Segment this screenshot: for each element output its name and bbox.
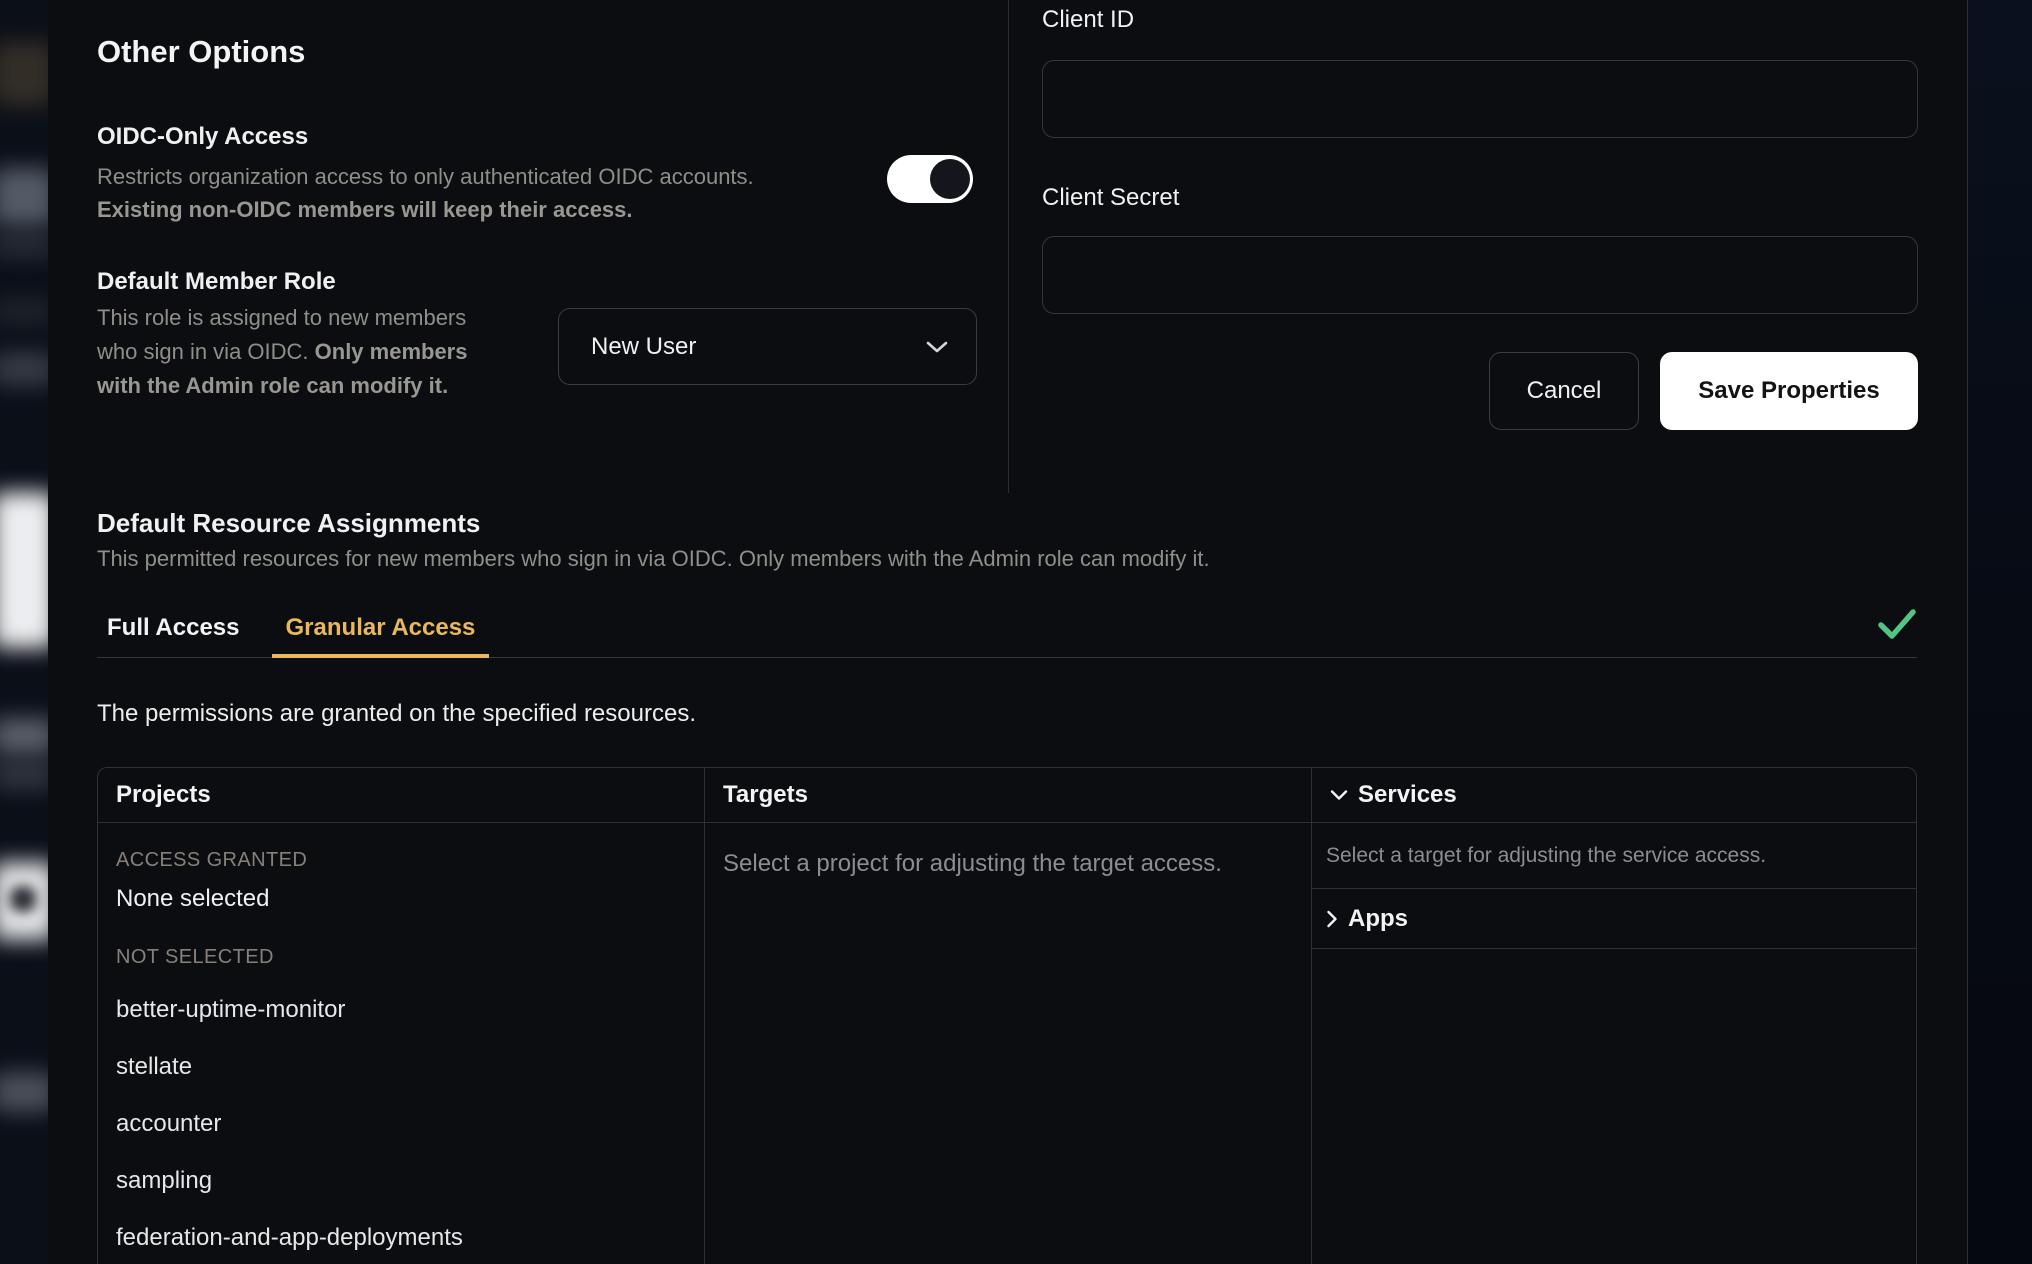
client-id-input[interactable] [1042, 60, 1918, 138]
client-secret-input[interactable] [1042, 236, 1918, 314]
services-column [1312, 768, 1917, 1264]
blurred-blob [10, 886, 36, 912]
background-page-left [0, 0, 48, 1264]
blurred-blob [0, 168, 48, 226]
targets-placeholder: Select a project for adjusting the target access. [723, 850, 1222, 877]
chevron-down-icon [1330, 789, 1348, 801]
oidc-description-normal: Restricts organization access to only authenticated OIDC accounts. [97, 164, 754, 189]
resource-assignments-title: Default Resource Assignments [97, 508, 481, 538]
default-member-role-title: Default Member Role [97, 268, 336, 295]
oidc-description-bold: Existing non-OIDC members will keep their access. [97, 197, 633, 222]
access-tabs [97, 602, 1917, 658]
chevron-right-icon [1326, 910, 1338, 928]
targets-header-label: Targets [723, 781, 808, 808]
targets-column-header [705, 768, 1311, 823]
oidc-settings-panel [48, 0, 1968, 1264]
client-secret-label: Client Secret [1042, 184, 1180, 211]
role-description-bold: Only members with the Admin role can modify it. [97, 339, 468, 398]
project-item[interactable]: federation-and-app-deployments [116, 1224, 463, 1251]
project-item[interactable]: sampling [116, 1167, 213, 1194]
oidc-only-access-description [97, 160, 827, 226]
blurred-blob [0, 352, 48, 386]
projects-column [98, 768, 705, 1264]
blurred-blob [0, 298, 48, 324]
tab-full-access[interactable]: Full Access [107, 614, 240, 641]
default-member-role-select[interactable] [558, 308, 977, 385]
apps-header-label: Apps [1348, 904, 1408, 932]
none-selected-label: None selected [116, 885, 270, 912]
resource-assignments-description [97, 546, 1210, 572]
targets-column [705, 768, 1312, 1264]
background-page-right [1968, 0, 2032, 1264]
resource-table [97, 767, 1917, 1264]
other-options-title: Other Options [97, 34, 306, 69]
blurred-blob [0, 1072, 48, 1112]
services-placeholder: Select a target for adjusting the service access. [1312, 823, 1917, 889]
selected-role-value: New User [591, 332, 697, 360]
role-description-normal: This role is assigned to new members who sign in via OIDC. [97, 305, 467, 364]
services-header-label: Services [1358, 781, 1457, 808]
client-id-label: Client ID [1042, 6, 1135, 33]
check-icon [1876, 606, 1918, 647]
project-item[interactable]: stellate [116, 1053, 193, 1080]
blurred-blob [0, 232, 48, 258]
chevron-down-icon [926, 340, 948, 354]
toggle-knob [930, 159, 970, 199]
blurred-blob [0, 42, 48, 106]
permissions-note: The permissions are granted on the specified resources. [97, 700, 696, 727]
services-section-header[interactable] [1312, 768, 1917, 823]
resource-description-normal: This permitted resources for new members who sign in via OIDC. [97, 546, 739, 571]
not-selected-label: NOT SELECTED [116, 946, 274, 968]
projects-header-label: Projects [116, 781, 211, 808]
default-member-role-description [97, 301, 503, 403]
access-granted-label: ACCESS GRANTED [116, 849, 308, 871]
save-properties-button[interactable]: Save Properties [1660, 352, 1918, 430]
blurred-blob [0, 718, 48, 754]
cancel-button[interactable]: Cancel [1489, 352, 1639, 430]
project-item[interactable]: accounter [116, 1110, 222, 1137]
resource-description-bold: Only members with the Admin role can modify it. [738, 546, 1210, 571]
column-divider [1008, 0, 1009, 493]
projects-column-header [98, 768, 704, 823]
tab-granular-access[interactable]: Granular Access [272, 602, 490, 658]
oidc-only-toggle[interactable] [887, 155, 973, 203]
blurred-blob [0, 492, 48, 648]
apps-section-header[interactable] [1312, 889, 1917, 949]
blurred-blob [0, 760, 48, 790]
oidc-only-access-title: OIDC-Only Access [97, 123, 309, 150]
project-item[interactable]: better-uptime-monitor [116, 996, 346, 1023]
